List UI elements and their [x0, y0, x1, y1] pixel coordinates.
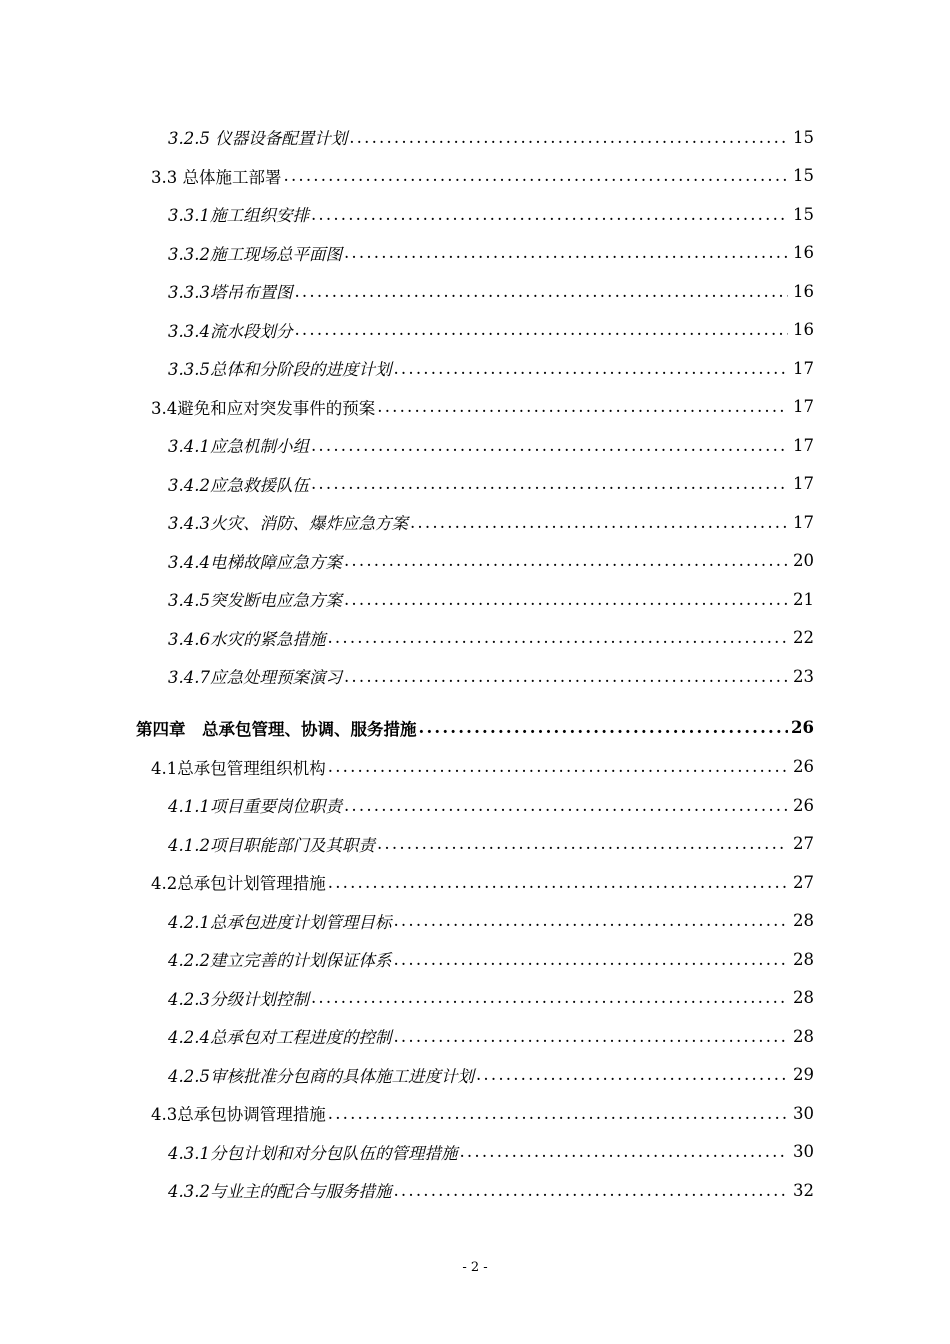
- toc-entry-page: 28: [793, 949, 814, 969]
- toc-entry-title: 3.4避免和应对突发事件的预案: [151, 398, 376, 418]
- dot-leader: [294, 320, 788, 339]
- toc-entry-page: 15: [793, 127, 814, 147]
- dot-leader: [393, 911, 788, 930]
- toc-entry-page: 28: [793, 1026, 814, 1046]
- toc-entry[interactable]: [0, 349, 950, 388]
- table-of-contents: [0, 118, 950, 1210]
- dot-leader: [311, 205, 788, 224]
- toc-entry-title: 4.2.5审核批准分包商的具体施工进度计划: [168, 1066, 474, 1086]
- toc-entry-page: 20: [793, 551, 814, 571]
- toc-entry-title: 3.3 总体施工部署: [151, 167, 282, 187]
- toc-entry-page: 26: [791, 718, 814, 737]
- toc-entry-title: 4.2总承包计划管理措施: [151, 874, 326, 894]
- toc-entry-title: 3.4.2应急救援队伍: [168, 475, 309, 495]
- dot-leader: [328, 873, 788, 892]
- toc-entry-page: 28: [793, 988, 814, 1008]
- toc-entry-page: 27: [793, 834, 814, 854]
- dot-leader: [459, 1142, 788, 1161]
- dot-leader: [419, 718, 789, 737]
- toc-entry-title: 3.4.1应急机制小组: [168, 437, 309, 457]
- toc-entry[interactable]: [0, 657, 950, 696]
- toc-entry[interactable]: [0, 580, 950, 619]
- toc-entry-page: 27: [793, 872, 814, 892]
- dot-leader: [344, 551, 788, 570]
- toc-entry-title: 4.1总承包管理组织机构: [151, 758, 326, 778]
- toc-entry[interactable]: [0, 1133, 950, 1172]
- toc-entry-page: 23: [793, 666, 814, 686]
- toc-entry[interactable]: [0, 786, 950, 825]
- toc-entry-title: 3.4.4电梯故障应急方案: [168, 552, 342, 572]
- dot-leader: [284, 166, 789, 185]
- toc-entry-page: 29: [793, 1065, 814, 1085]
- toc-entry-page: 32: [793, 1180, 814, 1200]
- dot-leader: [393, 1027, 788, 1046]
- dot-leader: [311, 988, 788, 1007]
- toc-entry[interactable]: [0, 1017, 950, 1056]
- toc-entry-page: 15: [793, 166, 814, 186]
- toc-entry[interactable]: [0, 503, 950, 542]
- dot-leader: [393, 359, 788, 378]
- toc-entry[interactable]: [0, 825, 950, 864]
- toc-entry[interactable]: [0, 1056, 950, 1095]
- toc-entry[interactable]: [0, 902, 950, 941]
- toc-entry-title: 4.1.2项目职能部门及其职责: [168, 835, 375, 855]
- dot-leader: [393, 1181, 788, 1200]
- toc-entry-title: 3.3.1施工组织安排: [168, 206, 309, 226]
- toc-entry[interactable]: [0, 542, 950, 581]
- toc-entry-title: 第四章 总承包管理、协调、服务措施: [136, 719, 417, 739]
- toc-entry-page: 28: [793, 911, 814, 931]
- toc-entry-page: 22: [793, 628, 814, 648]
- dot-leader: [344, 243, 788, 262]
- dot-leader: [349, 128, 788, 147]
- toc-entry-title: 4.2.3分级计划控制: [168, 989, 309, 1009]
- toc-entry-page: 17: [793, 512, 814, 532]
- toc-entry-page: 16: [793, 320, 814, 340]
- dot-leader: [328, 1104, 788, 1123]
- dot-leader: [294, 282, 788, 301]
- toc-entry-title: 4.2.2建立完善的计划保证体系: [168, 951, 392, 971]
- toc-entry[interactable]: [0, 157, 950, 196]
- toc-entry-title: 3.3.2施工现场总平面图: [168, 244, 342, 264]
- toc-entry-page: 15: [793, 204, 814, 224]
- dot-leader: [476, 1065, 788, 1084]
- dot-leader: [377, 834, 788, 853]
- toc-entry-title: 4.2.1总承包进度计划管理目标: [168, 912, 392, 932]
- toc-entry-page: 26: [793, 795, 814, 815]
- toc-entry[interactable]: [0, 311, 950, 350]
- toc-entry-title: 3.4.3火灾、消防、爆炸应急方案: [168, 514, 408, 534]
- toc-entry-page: 17: [793, 358, 814, 378]
- toc-entry-title: 3.4.5突发断电应急方案: [168, 591, 342, 611]
- toc-entry-title: 3.4.6水灾的紧急措施: [168, 629, 326, 649]
- dot-leader: [327, 628, 788, 647]
- dot-leader: [344, 667, 788, 686]
- toc-entry-page: 30: [793, 1103, 814, 1123]
- toc-entry[interactable]: [0, 619, 950, 658]
- toc-entry-title: 4.3总承包协调管理措施: [151, 1105, 326, 1125]
- toc-entry-page: 30: [793, 1142, 814, 1162]
- toc-entry-title: 4.1.1项目重要岗位职责: [168, 797, 342, 817]
- toc-entry-page: 17: [793, 397, 814, 417]
- dot-leader: [344, 796, 788, 815]
- dot-leader: [311, 474, 788, 493]
- toc-entry[interactable]: [0, 1094, 950, 1133]
- dot-leader: [344, 590, 788, 609]
- toc-entry[interactable]: [0, 195, 950, 234]
- toc-entry-page: 26: [793, 757, 814, 777]
- toc-entry-page: 21: [793, 589, 814, 609]
- dot-leader: [311, 436, 788, 455]
- toc-entry[interactable]: [0, 979, 950, 1018]
- dot-leader: [410, 513, 788, 532]
- toc-entry-title: 3.3.4流水段划分: [168, 321, 293, 341]
- toc-entry[interactable]: [0, 1171, 950, 1210]
- toc-entry-title: 3.2.5 仪器设备配置计划: [168, 129, 348, 149]
- toc-entry[interactable]: [0, 234, 950, 273]
- toc-entry-title: 4.2.4总承包对工程进度的控制: [168, 1028, 392, 1048]
- dot-leader: [328, 757, 788, 776]
- toc-entry[interactable]: [0, 940, 950, 979]
- toc-entry[interactable]: [0, 465, 950, 504]
- toc-entry[interactable]: [0, 748, 950, 787]
- page-number: - 2 -: [462, 1260, 488, 1275]
- toc-entry[interactable]: [0, 388, 950, 427]
- toc-entry-title: 3.3.3塔吊布置图: [168, 283, 293, 303]
- toc-entry-page: 16: [793, 243, 814, 263]
- toc-entry[interactable]: [0, 863, 950, 902]
- toc-entry-title: 3.4.7应急处理预案演习: [168, 668, 342, 688]
- toc-entry[interactable]: [0, 118, 950, 157]
- toc-entry-page: 17: [793, 474, 814, 494]
- toc-entry-title: 4.3.1分包计划和对分包队伍的管理措施: [168, 1143, 458, 1163]
- dot-leader: [393, 950, 788, 969]
- toc-entry[interactable]: [0, 696, 950, 748]
- toc-entry-title: 3.3.5总体和分阶段的进度计划: [168, 360, 392, 380]
- toc-entry-page: 17: [793, 435, 814, 455]
- dot-leader: [377, 397, 788, 416]
- toc-entry[interactable]: [0, 426, 950, 465]
- toc-entry-title: 4.3.2与业主的配合与服务措施: [168, 1182, 392, 1202]
- toc-entry-page: 16: [793, 281, 814, 301]
- toc-entry[interactable]: [0, 272, 950, 311]
